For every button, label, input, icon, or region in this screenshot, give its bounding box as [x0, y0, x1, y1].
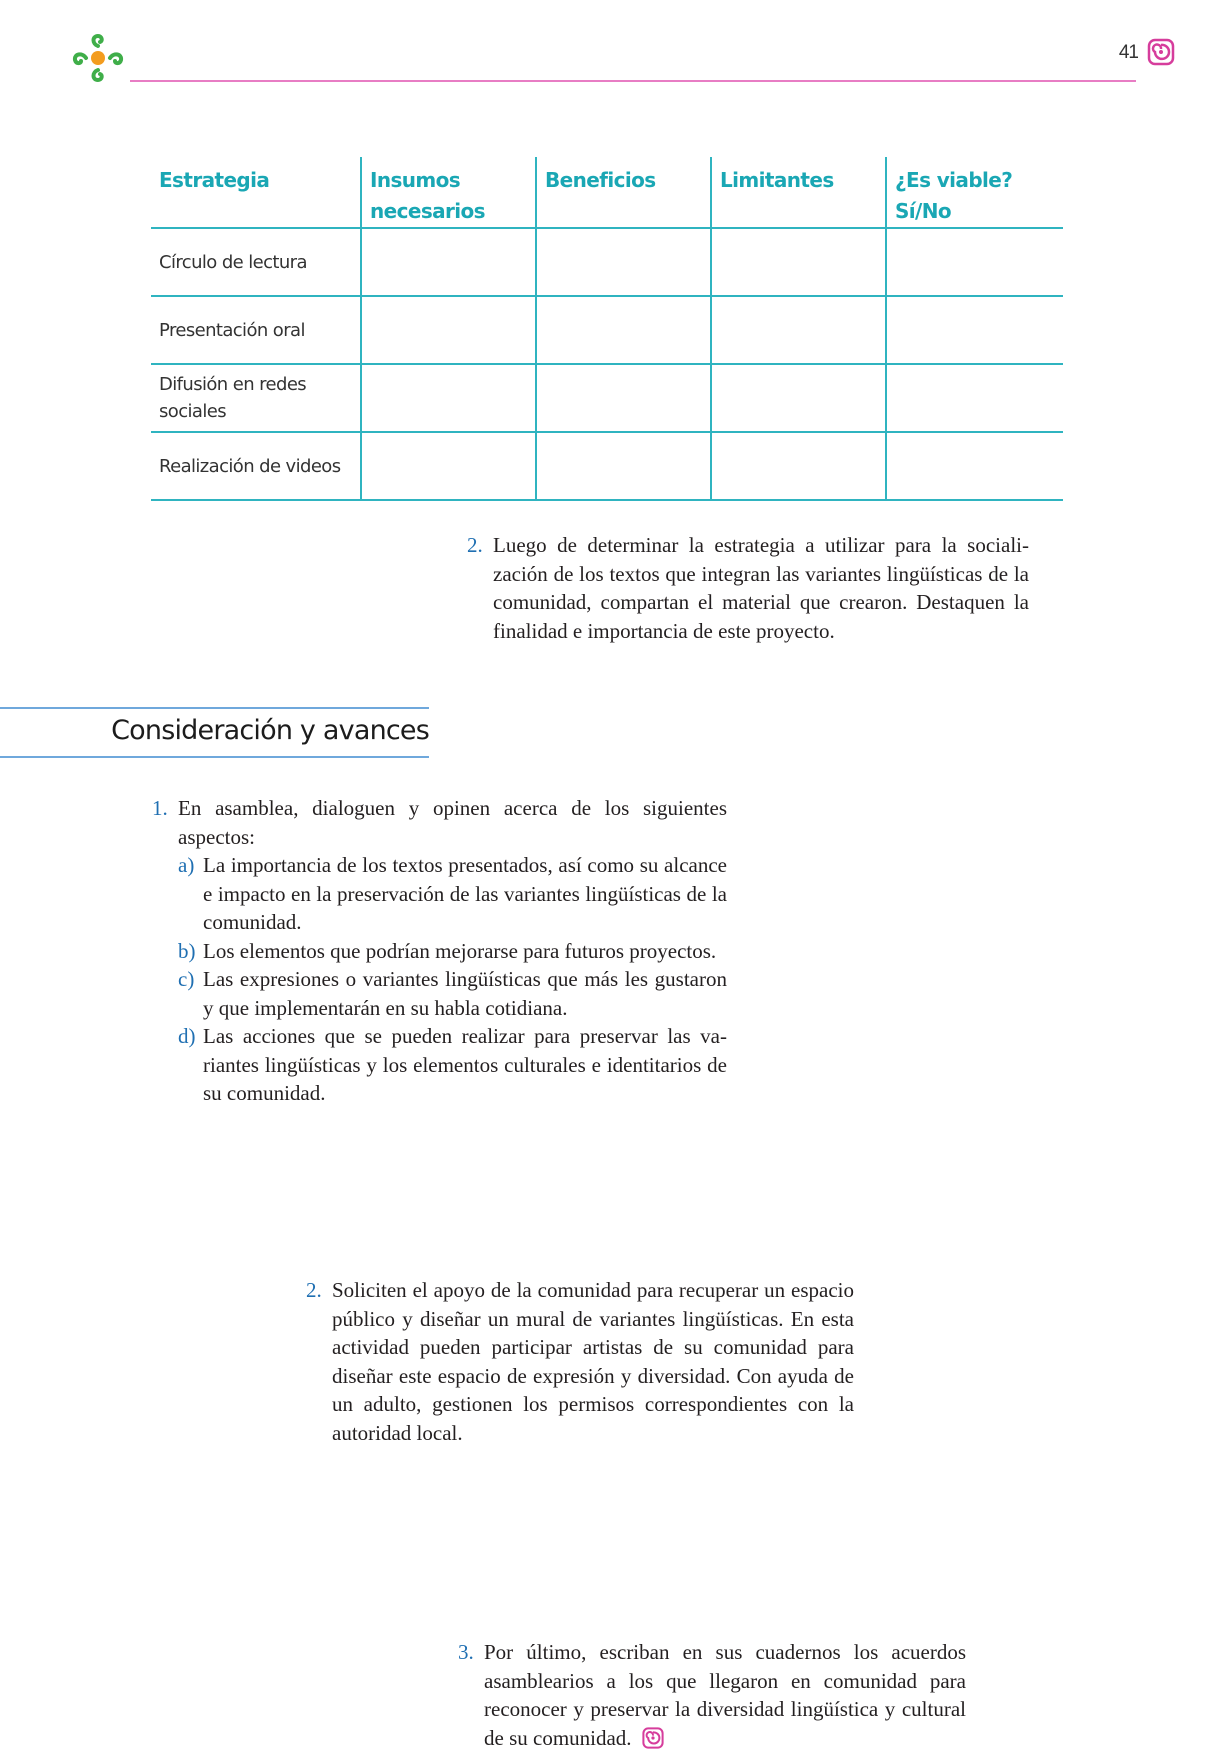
- four-petal-flower-icon: [70, 32, 126, 88]
- row-label: Realización de videos: [151, 432, 361, 500]
- subitem-a: [178, 851, 727, 937]
- subitem-text: Las expresiones o variantes lingüísticas que más les gustaron y que implementarán en su habla cotidiana.: [203, 967, 727, 1020]
- subitem-letter: b): [178, 938, 196, 963]
- subitem-text: Las acciones que se pueden realizar para preservar las variantes lingüísticas y los elementos culturales e identitarios de su comunidad.: [203, 1024, 727, 1105]
- item-number: 2.: [306, 1278, 322, 1302]
- table-cell: [536, 364, 711, 432]
- strategy-table: [151, 157, 1063, 501]
- subitem-d: [178, 1022, 727, 1108]
- table-row: [151, 364, 1063, 432]
- table-cell: [361, 228, 536, 296]
- table-cell: [886, 432, 1063, 500]
- list-item-3: [458, 1638, 966, 1752]
- item-number: 3.: [458, 1640, 474, 1664]
- table-cell: [711, 364, 886, 432]
- activity-2-top: [467, 531, 1029, 645]
- page-number: 41: [1118, 42, 1138, 63]
- pink-spiral-glyph-icon: [1146, 37, 1176, 67]
- table-cell: [711, 296, 886, 364]
- table-cell: [361, 432, 536, 500]
- item-text: Por último, escriban en sus cuadernos los acuerdos asamblearios a los que llegaron en comunidad para reconocer y preservar la diversidad lingüística y cultural de su comunidad.: [484, 1640, 966, 1750]
- pink-spiral-glyph-icon: [641, 1726, 665, 1750]
- row-label: Círculo de lectura: [151, 228, 361, 296]
- subitem-b: [178, 937, 727, 966]
- col-header-estrategia: Estrategia: [151, 157, 361, 228]
- item-text: Luego de determinar la estrategia a utilizar para la socialización de los textos que integran las variantes lingüísticas de la comunidad, compartan el material que crearon. Destaquen la finalidad e importancia de este proyecto.: [493, 533, 1029, 643]
- section-title: Consideración y avances: [111, 715, 429, 746]
- row-label: Presentación oral: [151, 296, 361, 364]
- table-row: [151, 432, 1063, 500]
- subitem-text: Los elementos que podrían mejorarse para futuros proyectos.: [203, 938, 717, 963]
- col-header-viable: ¿Es viable? Sí/No: [886, 157, 1063, 228]
- table-cell: [361, 364, 536, 432]
- list-item-1: [152, 794, 727, 1108]
- table-cell: [886, 364, 1063, 432]
- table-cell: [711, 228, 886, 296]
- item-text: En asamblea, dialoguen y opinen acerca de los siguientes aspectos:: [178, 796, 727, 849]
- col-header-limitantes: Limitantes: [711, 157, 886, 228]
- row-label: Difusión en redes sociales: [151, 364, 361, 432]
- col-header-beneficios: Beneficios: [536, 157, 711, 228]
- table-cell: [886, 296, 1063, 364]
- col-header-insumos: Insumos necesarios: [361, 157, 536, 228]
- list-item-2: [306, 1276, 854, 1447]
- table-cell: [536, 296, 711, 364]
- subitem-letter: d): [178, 1024, 196, 1048]
- table-header-row: [151, 157, 1063, 228]
- table-cell: [361, 296, 536, 364]
- table-row: [151, 228, 1063, 296]
- table-cell: [886, 228, 1063, 296]
- subitem-letter: a): [178, 853, 195, 877]
- section-heading-band: [0, 707, 429, 758]
- subitem-text: La importancia de los textos presentados, así como su alcance e impacto en la preservación de las variantes lingüísticas de la comunidad.: [203, 853, 727, 934]
- item-number: 1.: [152, 796, 168, 820]
- subitem-c: [178, 965, 727, 1022]
- table-row: [151, 296, 1063, 364]
- item-text: Soliciten el apoyo de la comunidad para recuperar un espacio público y diseñar un mural de variantes lingüísticas. En esta actividad pueden participar artistas de su comunidad para diseñar este espacio de expresión y diversidad. Con ayuda de un adulto, gestionen los permisos correspondientes con la autoridad local.: [332, 1278, 854, 1445]
- header-rule: [130, 80, 1136, 82]
- table-cell: [536, 432, 711, 500]
- item-number: 2.: [467, 533, 483, 557]
- table-cell: [711, 432, 886, 500]
- subitem-letter: c): [178, 967, 195, 991]
- table-cell: [536, 228, 711, 296]
